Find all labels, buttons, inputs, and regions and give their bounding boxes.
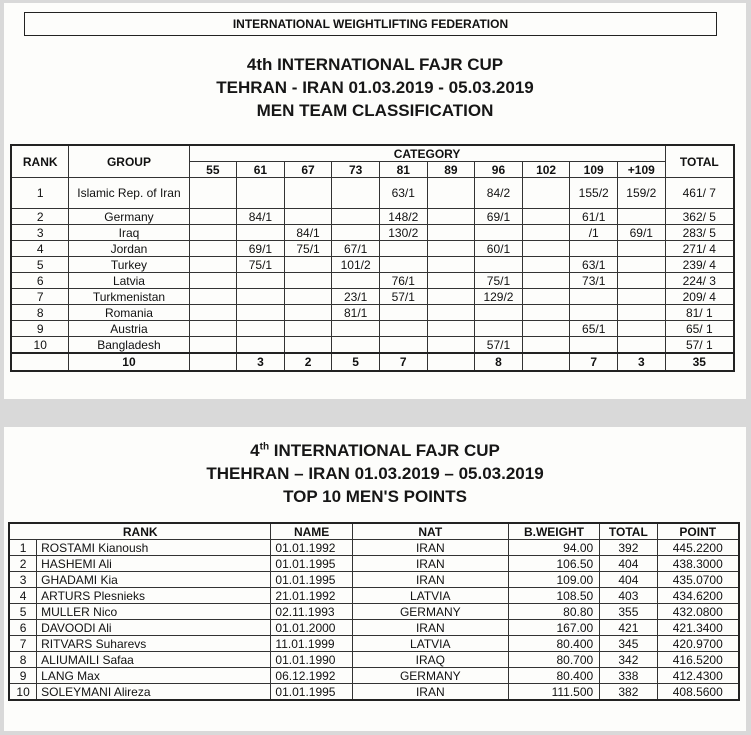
- category-cell: [475, 305, 523, 321]
- category-cell: 57/1: [379, 289, 427, 305]
- category-cell: 23/1: [332, 289, 380, 305]
- point-cell: 434.6200: [657, 588, 739, 604]
- table-row: [11, 337, 734, 354]
- category-cell: [189, 321, 237, 337]
- category-cell: [522, 225, 570, 241]
- category-cell: 84/1: [284, 225, 332, 241]
- category-cell: [570, 337, 618, 354]
- bodyweight-cell: 106.50: [508, 556, 600, 572]
- group-cell: Austria: [69, 321, 189, 337]
- nation-cell: IRAN: [352, 556, 508, 572]
- team-classification-sheet: [4, 3, 746, 399]
- totals-category-cell: [189, 353, 237, 371]
- table-row: [11, 241, 734, 257]
- group-cell: Jordan: [69, 241, 189, 257]
- category-cell: [284, 273, 332, 289]
- header-bweight: B.WEIGHT: [508, 523, 600, 540]
- position-cell: 7: [9, 636, 37, 652]
- point-cell: 416.5200: [657, 652, 739, 668]
- category-cell: [618, 241, 666, 257]
- category-cell: 61/1: [570, 209, 618, 225]
- team-title-block: [4, 53, 746, 122]
- category-cell: [237, 273, 285, 289]
- table-row: [9, 636, 739, 652]
- category-cell: [189, 273, 237, 289]
- category-cell: 69/1: [237, 241, 285, 257]
- group-cell: Romania: [69, 305, 189, 321]
- category-cell: [379, 257, 427, 273]
- rank-cell: 7: [11, 289, 69, 305]
- position-cell: 9: [9, 668, 37, 684]
- athlete-cell: ALIUMAILI Safaa: [37, 652, 271, 668]
- position-cell: 6: [9, 620, 37, 636]
- group-cell: Bangladesh: [69, 337, 189, 354]
- totals-rank-cell: [11, 353, 69, 371]
- nation-cell: IRAN: [352, 684, 508, 701]
- table-row: [9, 668, 739, 684]
- bodyweight-cell: 80.700: [508, 652, 600, 668]
- position-cell: 10: [9, 684, 37, 701]
- table-row: [11, 273, 734, 289]
- category-cell: 65/1: [570, 321, 618, 337]
- classification-title: MEN TEAM CLASSIFICATION: [256, 101, 494, 120]
- category-cell: [522, 305, 570, 321]
- athlete-cell: MULLER Nico: [37, 604, 271, 620]
- point-cell: 445.2200: [657, 540, 739, 556]
- point-cell: 412.4300: [657, 668, 739, 684]
- athlete-cell: DAVOODI Ali: [37, 620, 271, 636]
- category-cell: [284, 289, 332, 305]
- position-cell: 3: [9, 572, 37, 588]
- category-cell: [332, 337, 380, 354]
- total-cell: 342: [600, 652, 657, 668]
- total-cell: 404: [600, 556, 657, 572]
- group-cell: Germany: [69, 209, 189, 225]
- table-row: [9, 572, 739, 588]
- header-category: CATEGORY: [189, 145, 665, 162]
- category-cell: [522, 241, 570, 257]
- federation-header: INTERNATIONAL WEIGHTLIFTING FEDERATION: [24, 12, 717, 36]
- category-cell: [284, 257, 332, 273]
- totals-category-cell: 7: [570, 353, 618, 371]
- bodyweight-cell: 80.400: [508, 636, 600, 652]
- nation-cell: GERMANY: [352, 604, 508, 620]
- category-cell: [189, 241, 237, 257]
- category-cell: 76/1: [379, 273, 427, 289]
- birthdate-cell: 06.12.1992: [271, 668, 352, 684]
- category-cell: [237, 305, 285, 321]
- category-cell: 148/2: [379, 209, 427, 225]
- birthdate-cell: 11.01.1999: [271, 636, 352, 652]
- category-cell: [237, 178, 285, 209]
- birthdate-cell: 21.01.1992: [271, 588, 352, 604]
- totals-category-cell: 3: [237, 353, 285, 371]
- category-cell: 129/2: [475, 289, 523, 305]
- position-cell: 5: [9, 604, 37, 620]
- bodyweight-cell: 109.00: [508, 572, 600, 588]
- category-cell: [189, 209, 237, 225]
- point-cell: 420.9700: [657, 636, 739, 652]
- rank-cell: 6: [11, 273, 69, 289]
- rank-cell: 8: [11, 305, 69, 321]
- table-row: [11, 289, 734, 305]
- nation-cell: IRAN: [352, 620, 508, 636]
- category-cell: [427, 337, 475, 354]
- category-cell: [522, 337, 570, 354]
- athlete-cell: LANG Max: [37, 668, 271, 684]
- category-header-cell: +109: [618, 162, 666, 178]
- point-cell: 421.3400: [657, 620, 739, 636]
- total-cell: 65/ 1: [665, 321, 734, 337]
- total-cell: 239/ 4: [665, 257, 734, 273]
- category-cell: [522, 209, 570, 225]
- rank-cell: 4: [11, 241, 69, 257]
- category-cell: [284, 305, 332, 321]
- table-row: [11, 225, 734, 241]
- points-title: TOP 10 MEN'S POINTS: [283, 487, 467, 506]
- bodyweight-cell: 80.400: [508, 668, 600, 684]
- group-cell: Latvia: [69, 273, 189, 289]
- nation-cell: GERMANY: [352, 668, 508, 684]
- team-classification-table: [10, 144, 735, 372]
- table-row: [9, 556, 739, 572]
- category-cell: [189, 337, 237, 354]
- category-header-cell: 67: [284, 162, 332, 178]
- header-group: GROUP: [69, 145, 189, 178]
- category-cell: [522, 273, 570, 289]
- category-cell: [284, 321, 332, 337]
- points-event-title: [4, 439, 746, 462]
- category-cell: [427, 241, 475, 257]
- category-cell: 155/2: [570, 178, 618, 209]
- category-cell: 75/1: [237, 257, 285, 273]
- athlete-cell: HASHEMI Ali: [37, 556, 271, 572]
- event-title: 4th INTERNATIONAL FAJR CUP: [246, 55, 504, 74]
- rank-cell: 9: [11, 321, 69, 337]
- category-cell: [332, 178, 380, 209]
- birthdate-cell: 01.01.1995: [271, 556, 352, 572]
- header-name: NAME: [271, 523, 352, 540]
- position-cell: 2: [9, 556, 37, 572]
- rank-cell: 3: [11, 225, 69, 241]
- point-cell: 435.0700: [657, 572, 739, 588]
- table-row: [9, 684, 739, 701]
- points-table-body: [9, 540, 739, 701]
- athlete-cell: SOLEYMANI Alireza: [37, 684, 271, 701]
- totals-category-cell: 8: [475, 353, 523, 371]
- category-cell: [427, 178, 475, 209]
- event-location-dates: TEHRAN - IRAN 01.03.2019 - 05.03.2019: [216, 78, 534, 97]
- team-table-body: [11, 178, 734, 372]
- table-row: [9, 588, 739, 604]
- table-row: [11, 178, 734, 209]
- totals-category-cell: 5: [332, 353, 380, 371]
- table-row: [9, 604, 739, 620]
- category-cell: [379, 241, 427, 257]
- athlete-cell: GHADAMI Kia: [37, 572, 271, 588]
- birthdate-cell: 01.01.1990: [271, 652, 352, 668]
- category-cell: 69/1: [618, 225, 666, 241]
- bodyweight-cell: 80.80: [508, 604, 600, 620]
- table-row: [11, 257, 734, 273]
- totals-category-cell: [522, 353, 570, 371]
- rank-cell: 2: [11, 209, 69, 225]
- points-title-block: [4, 439, 746, 508]
- category-cell: [379, 337, 427, 354]
- category-cell: 57/1: [475, 337, 523, 354]
- total-cell: 345: [600, 636, 657, 652]
- category-cell: [522, 321, 570, 337]
- totals-category-cell: 2: [284, 353, 332, 371]
- group-cell: Iraq: [69, 225, 189, 241]
- category-cell: 60/1: [475, 241, 523, 257]
- totals-total-cell: 35: [665, 353, 734, 371]
- category-cell: [332, 225, 380, 241]
- category-header-cell: 55: [189, 162, 237, 178]
- point-cell: 408.5600: [657, 684, 739, 701]
- total-cell: 355: [600, 604, 657, 620]
- category-cell: 84/1: [237, 209, 285, 225]
- category-cell: [618, 305, 666, 321]
- category-cell: [189, 257, 237, 273]
- header-nat: NAT: [352, 523, 508, 540]
- table-row: [9, 620, 739, 636]
- category-cell: [189, 289, 237, 305]
- nation-cell: LATVIA: [352, 588, 508, 604]
- category-cell: [522, 257, 570, 273]
- category-header-cell: 102: [522, 162, 570, 178]
- total-cell: 392: [600, 540, 657, 556]
- bodyweight-cell: 108.50: [508, 588, 600, 604]
- category-cell: [237, 289, 285, 305]
- header-rank: RANK: [11, 145, 69, 178]
- totals-row: [11, 353, 734, 371]
- category-cell: 75/1: [475, 273, 523, 289]
- category-cell: [618, 337, 666, 354]
- category-cell: 73/1: [570, 273, 618, 289]
- points-event-title-number: 4: [250, 441, 260, 460]
- category-cell: [570, 289, 618, 305]
- rank-cell: 1: [11, 178, 69, 209]
- category-cell: [522, 178, 570, 209]
- category-cell: 63/1: [570, 257, 618, 273]
- category-header-cell: 73: [332, 162, 380, 178]
- category-cell: [237, 321, 285, 337]
- birthdate-cell: 01.01.1992: [271, 540, 352, 556]
- category-cell: [237, 225, 285, 241]
- group-cell: Turkey: [69, 257, 189, 273]
- category-cell: 130/2: [379, 225, 427, 241]
- category-cell: [570, 305, 618, 321]
- group-cell: Islamic Rep. of Iran: [69, 178, 189, 209]
- total-cell: 421: [600, 620, 657, 636]
- points-location-dates: THEHRAN – IRAN 01.03.2019 – 05.03.2019: [206, 464, 544, 483]
- category-cell: 159/2: [618, 178, 666, 209]
- total-cell: 362/ 5: [665, 209, 734, 225]
- totals-category-cell: 3: [618, 353, 666, 371]
- nation-cell: LATVIA: [352, 636, 508, 652]
- total-cell: 283/ 5: [665, 225, 734, 241]
- table-row: [11, 209, 734, 225]
- points-event-title-rest: INTERNATIONAL FAJR CUP: [269, 441, 500, 460]
- total-cell: 338: [600, 668, 657, 684]
- totals-category-cell: 7: [379, 353, 427, 371]
- position-cell: 4: [9, 588, 37, 604]
- category-cell: [570, 241, 618, 257]
- table-row: [11, 321, 734, 337]
- category-cell: [189, 305, 237, 321]
- category-cell: [427, 257, 475, 273]
- total-cell: 404: [600, 572, 657, 588]
- total-cell: 81/ 1: [665, 305, 734, 321]
- position-cell: 8: [9, 652, 37, 668]
- total-cell: 209/ 4: [665, 289, 734, 305]
- category-cell: [189, 178, 237, 209]
- category-cell: /1: [570, 225, 618, 241]
- header-total: TOTAL: [665, 145, 734, 178]
- rank-cell: 5: [11, 257, 69, 273]
- category-header-cell: 89: [427, 162, 475, 178]
- header-total: TOTAL: [600, 523, 657, 540]
- group-cell: Turkmenistan: [69, 289, 189, 305]
- category-cell: [237, 337, 285, 354]
- nation-cell: IRAN: [352, 572, 508, 588]
- point-cell: 432.0800: [657, 604, 739, 620]
- category-cell: [379, 321, 427, 337]
- category-cell: 81/1: [332, 305, 380, 321]
- category-cell: 67/1: [332, 241, 380, 257]
- category-cell: [427, 321, 475, 337]
- category-cell: [618, 289, 666, 305]
- total-cell: 403: [600, 588, 657, 604]
- birthdate-cell: 01.01.1995: [271, 684, 352, 701]
- category-cell: 84/2: [475, 178, 523, 209]
- total-cell: 57/ 1: [665, 337, 734, 354]
- category-cell: [618, 273, 666, 289]
- nation-cell: IRAQ: [352, 652, 508, 668]
- position-cell: 1: [9, 540, 37, 556]
- category-cell: 69/1: [475, 209, 523, 225]
- rank-cell: 10: [11, 337, 69, 354]
- bodyweight-cell: 167.00: [508, 620, 600, 636]
- category-cell: [618, 321, 666, 337]
- category-cell: [475, 321, 523, 337]
- top-points-table: [8, 522, 740, 701]
- category-cell: [427, 209, 475, 225]
- category-cell: [332, 321, 380, 337]
- points-event-title-suffix: th: [259, 441, 270, 453]
- category-cell: [284, 178, 332, 209]
- category-cell: [427, 225, 475, 241]
- category-header-cell: 96: [475, 162, 523, 178]
- birthdate-cell: 01.01.2000: [271, 620, 352, 636]
- header-point: POINT: [657, 523, 739, 540]
- header-rank: RANK: [9, 523, 271, 540]
- category-cell: 101/2: [332, 257, 380, 273]
- totals-category-cell: [427, 353, 475, 371]
- category-cell: [475, 225, 523, 241]
- category-cell: [284, 209, 332, 225]
- category-cell: [284, 337, 332, 354]
- athlete-cell: ROSTAMI Kianoush: [37, 540, 271, 556]
- total-cell: 461/ 7: [665, 178, 734, 209]
- category-cell: [427, 273, 475, 289]
- category-cell: 75/1: [284, 241, 332, 257]
- category-cell: [332, 273, 380, 289]
- athlete-cell: RITVARS Suharevs: [37, 636, 271, 652]
- category-header-cell: 109: [570, 162, 618, 178]
- category-cell: 63/1: [379, 178, 427, 209]
- table-row: [9, 652, 739, 668]
- category-cell: [522, 289, 570, 305]
- category-cell: [379, 305, 427, 321]
- top-points-sheet: [4, 427, 746, 731]
- total-cell: 271/ 4: [665, 241, 734, 257]
- category-cell: [189, 225, 237, 241]
- birthdate-cell: 02.11.1993: [271, 604, 352, 620]
- nation-cell: IRAN: [352, 540, 508, 556]
- category-cell: [618, 257, 666, 273]
- category-cell: [618, 209, 666, 225]
- category-header-cell: 61: [237, 162, 285, 178]
- category-cell: [427, 289, 475, 305]
- table-row: [11, 305, 734, 321]
- athlete-cell: ARTURS Plesnieks: [37, 588, 271, 604]
- category-cell: [475, 257, 523, 273]
- point-cell: 438.3000: [657, 556, 739, 572]
- bodyweight-cell: 111.500: [508, 684, 600, 701]
- total-cell: 382: [600, 684, 657, 701]
- birthdate-cell: 01.01.1995: [271, 572, 352, 588]
- category-cell: [427, 305, 475, 321]
- total-cell: 224/ 3: [665, 273, 734, 289]
- category-cell: [332, 209, 380, 225]
- table-row: [9, 540, 739, 556]
- totals-group-cell: 10: [69, 353, 189, 371]
- category-header-cell: 81: [379, 162, 427, 178]
- bodyweight-cell: 94.00: [508, 540, 600, 556]
